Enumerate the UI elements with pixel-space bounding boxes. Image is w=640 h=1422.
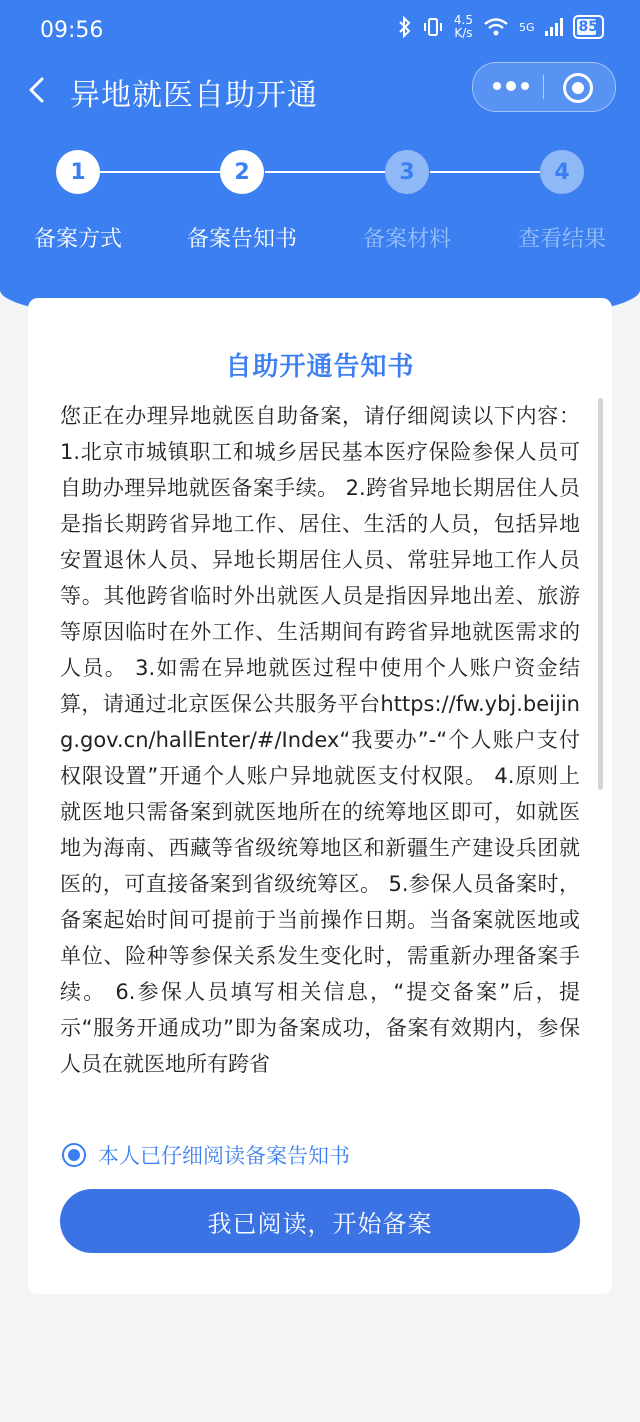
step-4-circle: 4 bbox=[540, 150, 584, 194]
more-dots-icon[interactable] bbox=[493, 82, 529, 91]
step-4-label: 查看结果 bbox=[517, 227, 607, 252]
progress-stepper bbox=[0, 150, 640, 260]
agreement-label[interactable]: 本人已仔细阅读备案告知书 bbox=[98, 1144, 350, 1168]
step-2-label: 备案告知书 bbox=[186, 227, 298, 252]
start-filing-button[interactable]: 我已阅读，开始备案 bbox=[60, 1189, 580, 1253]
status-icons bbox=[398, 14, 604, 40]
step-1-label: 备案方式 bbox=[33, 227, 123, 252]
step-2-circle: 2 bbox=[220, 150, 264, 194]
signal-strength-icon bbox=[545, 18, 563, 36]
battery-icon bbox=[573, 15, 604, 39]
notice-scrollbar[interactable] bbox=[598, 398, 603, 1123]
bluetooth-icon bbox=[398, 16, 412, 38]
step-3-label: 备案材料 bbox=[362, 227, 452, 252]
net-speed-unit: K/s bbox=[454, 26, 473, 40]
scrollbar-thumb[interactable] bbox=[598, 398, 603, 790]
net-speed bbox=[454, 14, 473, 40]
net-speed-value: 4.5 bbox=[453, 13, 473, 27]
status-bar bbox=[0, 0, 640, 62]
vibrate-icon bbox=[422, 16, 444, 38]
step-1-circle: 1 bbox=[56, 150, 100, 194]
wifi-icon bbox=[483, 17, 509, 37]
notice-scroll-area[interactable] bbox=[60, 398, 580, 1123]
agreement-checkbox[interactable] bbox=[62, 1138, 350, 1172]
nav-header bbox=[0, 62, 640, 118]
chevron-left-icon[interactable] bbox=[24, 76, 52, 104]
step-3-circle: 3 bbox=[385, 150, 429, 194]
status-time: 09:56 bbox=[40, 18, 104, 43]
step-connector bbox=[430, 171, 540, 173]
page-title: 异地就医自助开通 bbox=[70, 78, 318, 113]
mini-program-capsule bbox=[472, 62, 616, 112]
notice-card bbox=[28, 298, 612, 1294]
battery-level: 85 bbox=[578, 19, 598, 35]
step-connector bbox=[265, 171, 385, 173]
notice-body: 您正在办理异地就医自助备案，请仔细阅读以下内容： 1.北京市城镇职工和城乡居民基本医疗保险参保人员可自助办理异地就医备案手续。 2.跨省异地长期居住人员是指长期跨省异地工作、居住、生活的人员，包括异地安置退休人员、异地长期居住人员、常驻异地工作人员等。其他跨省临时外出就医人员是指因异地出差、旅游等原因临时在外工作、生活期间有跨省异地就医需求的人员。 3.如需在异地就医过程中使用个人账户资金结算，请通过北京医保公共服务平台https://fw.ybj.beijing.gov.cn/hallEnter/#/Index“我要办”-“个人账户支付权限设置”开通个人账户异地就医支付权限。 4.原则上就医地只需备案到就医地所在的统筹地区即可，如就医地为海南、西藏等省级统筹地区和新疆生产建设兵团就医的，可直接备案到省级统筹区。 5.参保人员备案时，备案起始时间可提前于当前操作日期。当备案就医地或单位、险种等参保关系发生变化时，需重新办理备案手续。 6.参保人员填写相关信息，“提交备案”后，提示“服务开通成功”即为备案成功，备案有效期内，参保人员在就医地所有跨省 bbox=[60, 404, 580, 1076]
notice-title: 自助开通告知书 bbox=[225, 352, 415, 382]
radio-checked-icon[interactable] bbox=[62, 1143, 86, 1167]
target-close-icon[interactable] bbox=[563, 73, 593, 103]
capsule-divider bbox=[543, 75, 544, 99]
network-type: 5G bbox=[518, 20, 535, 34]
step-connector bbox=[100, 171, 220, 173]
